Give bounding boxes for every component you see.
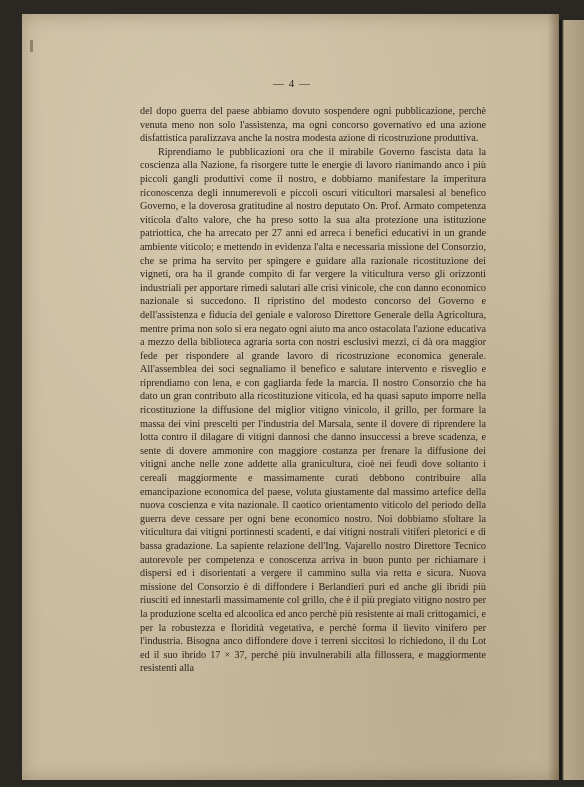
paragraph-main: Riprendiamo le pubblicazioni ora che il mirabile Governo fascista data la coscienza alla Nazione, fa risorgere tutte le energie di lavoro rianimando anco i più piccoli gangli produttivi come il nostro, e dobbiamo manifestare la imperitura riconoscenza degli innumerevoli e piccoli oscuri viticultori marsalesi al benefico Governo, e la doverosa gratitudine al nostro deputato On. Prof. Armato competenza viticola d'alto valore, che ha preso sotto la sua alta protezione una istituzione patriottica, che ha arrecato per 27 anni ed arreca i benefici educativi in un grande ambiente viticolo; e mettendo in evidenza l'alta e necessaria missione del Consorzio, che se prima ha servito per spingere e guidare alla razionale ricostituzione dei vigneti, ora ha il grande compito di far vergere la viticultura verso gli orizzonti industriali per apportare rimedi salutari alle crisi vinicole, che con danno economico nazionale si succedono. Il ripristino del modesto concorso del Governo e dell'assistenza e fiducia del geniale e valoroso Direttore Generale della Agricoltura, mentre prima non solo si era negato ogni aiuto ma anco ostacolata l'azione educativa a mezzo della biblioteca agraria sorta con nostri esclusivi mezzi, ci dà ora maggior fede per rispondere al grande lavoro di ricostruzione economica generale. All'assemblea dei soci segnaliamo il benefico e salutare intervento e risveglio e riprendiamo con lena, e con gagliarda fede la marcia. Il nostro Consorzio che ha dato un gran contributo alla ricostituzione viticola, ed ha quasi saputo imporre nella ricostituzione la diffusione del miglior vitigno vinicolo, il grillo, per formare la massa dei vini prescelti per l'industria del Marsala, sente il dovere di riprendere la lotta contro il dilagare di vitigni dannosi che danno insuccessi a breve scadenza, e sente di dovere ammonire con maggiore costanza per frenare la diffusione dei vitigni anche nelle zone addette alla granicultura, cioè nei feudi dove soltanto i cereali maggiormente e massimamente curati debbono contribuire alla emancipazione economica del paese, voluta giustamente dal massimo artefice della nuova coscienza e vita nazionale. Il caotico orientamento viticolo del periodo della guerra deve cessare per ogni bene economico nostro. Noi dobbiamo sfoltare la viticultura dai vitigni portinnesti scadenti, e dai vitigni nostrali vitiferi pletorici e di bassa gradazione. La sapiente relazione dell'Ing. Vajarello nostro Direttore Tecnico autorevole per competenza e conoscenza arriva in buon punto per richiamare i dispersi ed i disorientati a vergere il cammino sulla via retta e sicura. Nuova missione del Consorzio è di diffondere i Berlandieri puri ed anche gli ibridi più riusciti ed innestarli massimamente col grillo, che è il più pregiato vitigno nostro per la produzione scelta ed alcoolica ed anco perchè più resistente ai mali crittogamici, e per la robustezza e floridità vegetativa, e perchè forma il lievito vinifero per l'industria. Bisogna anco diffondere dove i terreni siccitosi lo richiedono, il du Lot ed il suo ibrido 17 × 37, perchè più invulnerabili alla fillossera, e maggiormente resistenti alla	[140, 146, 486, 675]
body-text	[140, 105, 486, 676]
binding-mark	[30, 40, 33, 52]
page-edge-shadow	[548, 14, 559, 780]
next-page-edge	[559, 20, 584, 780]
page-number: — 4 —	[273, 78, 311, 90]
paragraph-continuation: del dopo guerra del paese abbiamo dovuto sospendere ogni pubblicazione, perchè venuta meno non solo l'assistenza, ma ogni concorso governativo ed una azione disfattistica paralizzava anche la nostra modesta azione di ricostruzione produttiva.	[140, 106, 486, 145]
